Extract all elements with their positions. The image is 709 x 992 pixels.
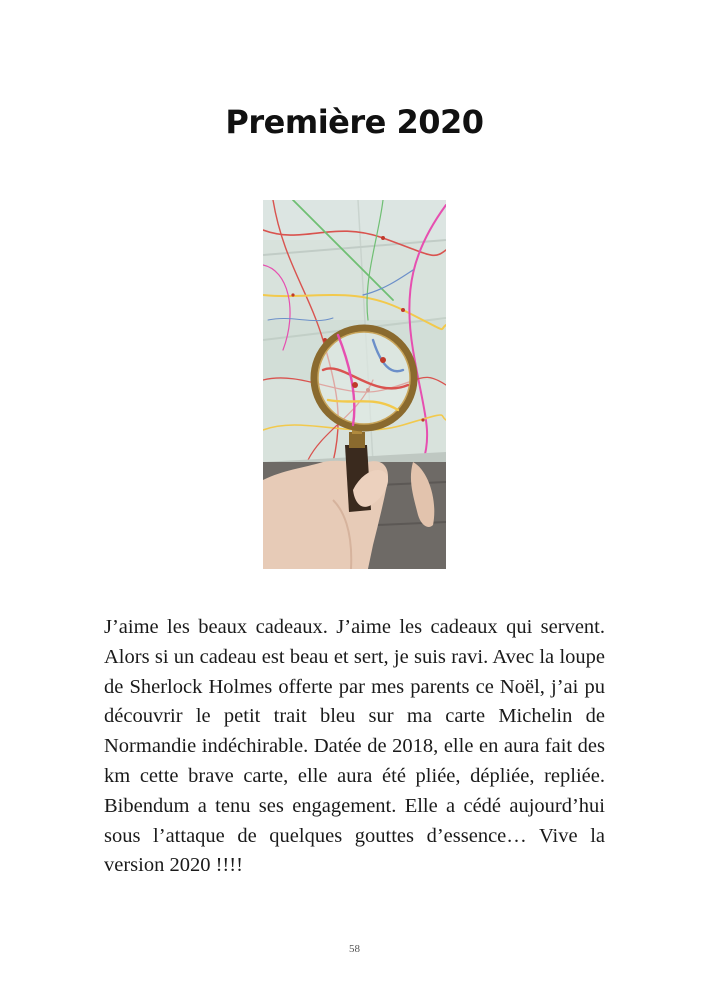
page-title: Première 2020 [225, 103, 484, 142]
map-magnifying-glass-photo [263, 200, 446, 569]
body-paragraph: J’aime les beaux cadeaux. J’aime les cadeaux qui servent. Alors si un cadeau est beau et sert, je suis ravi. Avec la loupe de Sherlock Holmes offerte par mes parents ce Noël, j’ai pu découvrir le petit trait bleu sur ma carte Michelin de Normandie indéchirable. Datée de 2018, elle en aura fait des km cette brave carte, elle aura été pliée, dépliée, repliée. Bibendum a tenu ses engagement. Elle a cédé aujourd’hui sous l’attaque de quelques gouttes d’essence… Vive la version 2020 !!!! [104, 616, 605, 877]
page-number: 58 [349, 943, 360, 955]
